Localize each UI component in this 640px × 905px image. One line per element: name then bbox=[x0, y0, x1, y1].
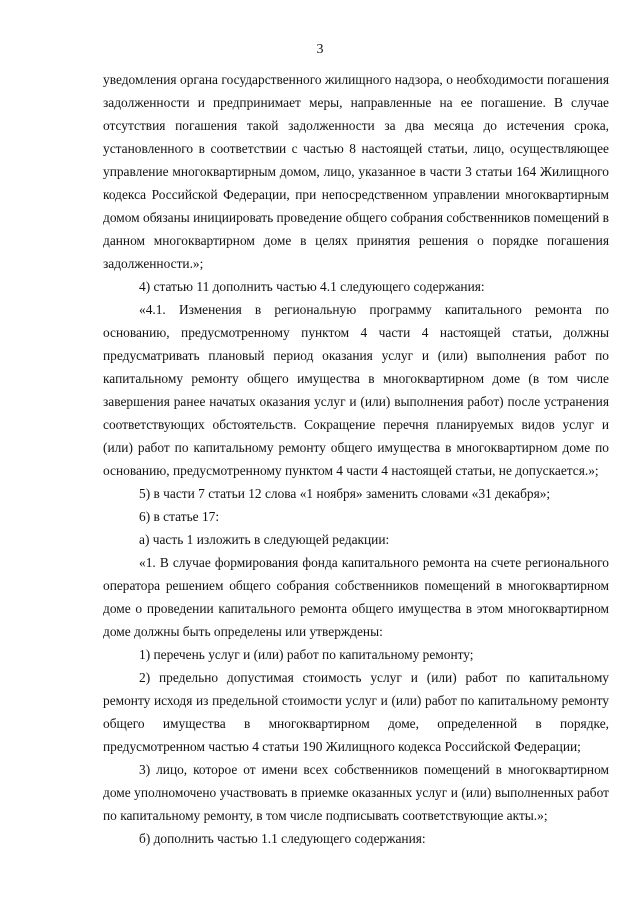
paragraph-continuation: уведомления органа государственного жилищного надзора, о необходимости погашения задолженности и предпринимает меры, направленные на ее погашение. В случае отсутствия погашения такой задолженности за два месяца до истечения срока, установленного в соответствии с частью 8 настоящей статьи, лицо, осуществляющее управление многоквартирным домом, лицо, указанное в части 3 статьи 164 Жилищного кодекса Российской Федерации, при непосредственном управлении многоквартирным домом обязаны инициировать проведение общего собрания собственников помещений в данном многоквартирном доме в целях принятия решения о порядке погашения задолженности.»; bbox=[103, 72, 609, 271]
document-body bbox=[103, 68, 609, 850]
paragraph-subitem-a: а) часть 1 изложить в следующей редакции: bbox=[139, 532, 390, 547]
paragraph-item-5: 5) в части 7 статьи 12 слова «1 ноября» заменить словами «31 декабря»; bbox=[139, 486, 551, 501]
paragraph-list-3: 3) лицо, которое от имени всех собственников помещений в многоквартирном доме уполномочено участвовать в приемке оказанных услуг и (или) выполненных работ по капитальному ремонту, в том числе подписывать соответствующие акты.»; bbox=[103, 762, 609, 823]
paragraph-part-4-1: «4.1. Изменения в региональную программу капитального ремонта по основанию, предусмотренному пунктом 4 части 4 настоящей статьи, должны предусматривать плановый период оказания услуг и (или) выполнения работ по капитальному ремонту общего имущества в многоквартирном доме (в том числе завершения ранее начатых оказания услуг и (или) выполнения работ) после устранения соответствующих обстоятельств. Сокращение перечня планируемых видов услуг и (или) работ по капитальному ремонту общего имущества в многоквартирном доме по основанию, предусмотренному пунктом 4 части 4 настоящей статьи, не допускается.»; bbox=[103, 302, 609, 478]
paragraph-item-6: 6) в статье 17: bbox=[139, 509, 220, 524]
paragraph-list-1: 1) перечень услуг и (или) работ по капитальному ремонту; bbox=[139, 647, 474, 662]
paragraph-subitem-b: б) дополнить частью 1.1 следующего содержания: bbox=[139, 831, 426, 846]
page-number: 3 bbox=[316, 42, 324, 57]
paragraph-item-4: 4) статью 11 дополнить частью 4.1 следующего содержания: bbox=[139, 279, 485, 294]
paragraph-part-1: «1. В случае формирования фонда капитального ремонта на счете регионального оператора решением общего собрания собственников помещений в многоквартирном доме о проведении капитального ремонта общего имущества в этом многоквартирном доме должны быть определены или утверждены: bbox=[103, 555, 609, 639]
paragraph-list-2: 2) предельно допустимая стоимость услуг и (или) работ по капитальному ремонту исходя из предельной стоимости услуг и (или) работ по капитальному ремонту общего имущества в многоквартирном доме, определенной в порядке, предусмотренном частью 4 статьи 190 Жилищного кодекса Российской Федерации; bbox=[103, 670, 609, 754]
